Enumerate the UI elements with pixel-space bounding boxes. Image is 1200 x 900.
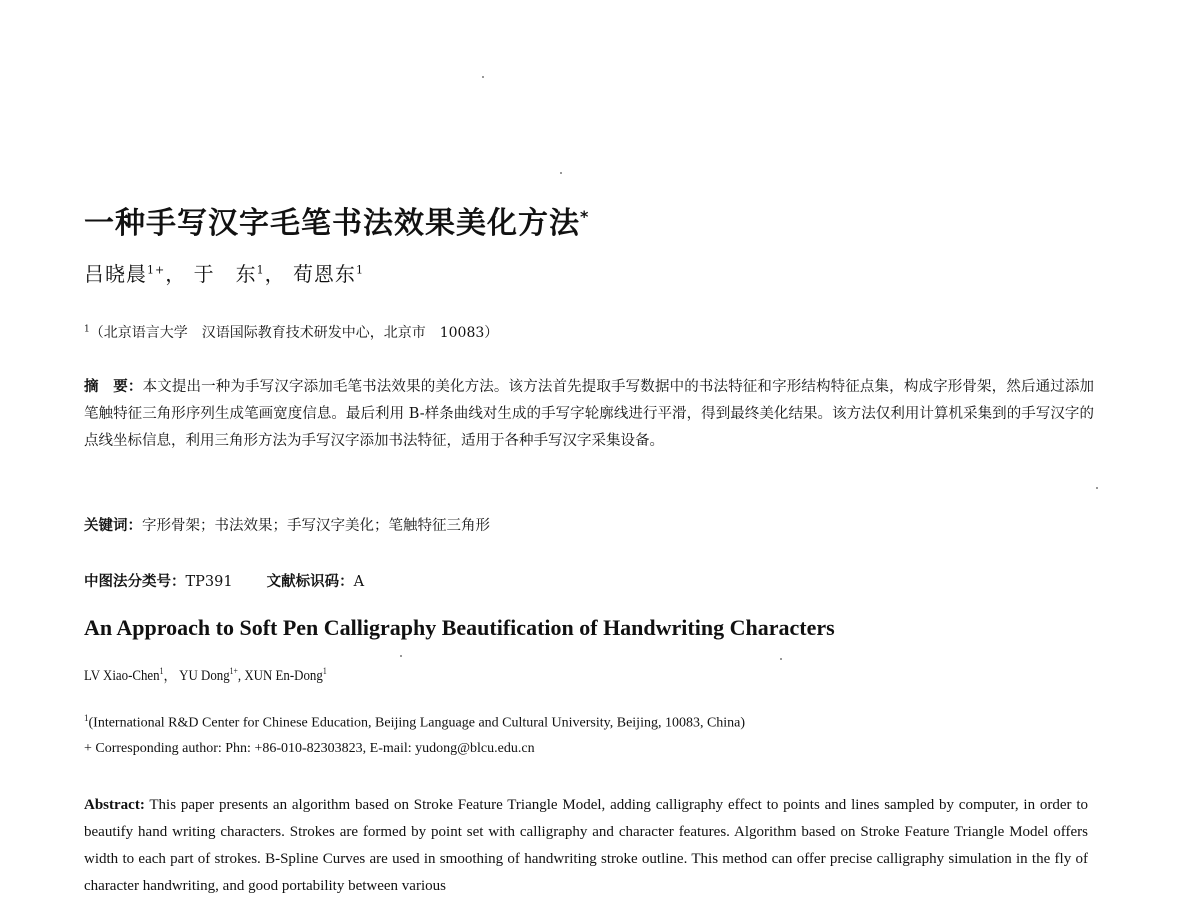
cn-affiliation-sup: 1 <box>84 324 90 335</box>
cn-author-sep: ， <box>165 262 187 286</box>
cn-abstract <box>84 374 1094 455</box>
cn-author-list <box>84 258 364 287</box>
cn-author-name: 于 东 <box>193 262 257 286</box>
cn-affiliation <box>84 322 498 342</box>
en-paper-title: An Approach to Soft Pen Calligraphy Beautification of Handwriting Characters <box>84 615 835 640</box>
cn-title-footnote-mark: * <box>580 207 590 226</box>
cn-doc-code-label: 文献标识码： <box>266 574 354 590</box>
cn-doc-code-value: A <box>353 574 365 590</box>
cn-author-sup: 1+ <box>147 263 166 277</box>
cn-class-label: 中图法分类号： <box>84 574 186 590</box>
scan-speck <box>482 76 484 78</box>
en-author-name: YU Dong <box>179 668 230 684</box>
cn-classification <box>84 570 364 591</box>
en-author-name: XUN En-Dong <box>244 668 323 684</box>
cn-abstract-label: 摘 要： <box>84 379 143 395</box>
scan-speck <box>560 172 562 174</box>
cn-author-sup: 1 <box>256 263 265 277</box>
en-abstract-text: This paper presents an algorithm based on Stroke Feature Triangle Model, adding calligraphy effect to points and lines sampled by computer, in order to beautify hand writing characters. Strokes are formed by point set with calligraphy and character features. Algorithm based on Stroke Feature Triangle Model offers width to each part of strokes. B-Spline Curves are used in smoothing of handwriting stroke outline. This method can offer precise calligraphy simulation in the fly of character handwriting, and good portability between various <box>84 797 1089 894</box>
en-author-sep: ， <box>163 668 177 684</box>
corresponding-author: + Corresponding author: Phn: +86-010-82303823, E-mail: yudong@blcu.edu.cn <box>84 741 535 756</box>
cn-keywords-label: 关键词： <box>84 518 142 534</box>
cn-keywords <box>84 514 490 535</box>
cn-class-value: TP391 <box>185 574 233 590</box>
scan-speck <box>1096 487 1098 489</box>
cn-keywords-text: 字形骨架；书法效果；手写汉字美化；笔触特征三角形 <box>142 518 490 534</box>
cn-author-name: 吕晓晨 <box>84 262 147 286</box>
en-affiliation <box>84 713 745 732</box>
scan-speck <box>400 655 402 657</box>
en-abstract <box>84 792 1088 900</box>
en-author-name: LV Xiao-Chen <box>84 668 160 684</box>
cn-affiliation-text: （北京语言大学 汉语国际教育技术研发中心，北京市 10083） <box>89 325 499 341</box>
en-abstract-label: Abstract: <box>84 797 145 813</box>
cn-author-sup: 1 <box>355 263 364 277</box>
cn-author-name: 荀恩东 <box>292 262 356 286</box>
en-author-sup: 1+ <box>229 666 238 676</box>
en-author-sep: , <box>237 668 245 684</box>
en-affiliation-sup: 1 <box>84 713 89 723</box>
en-author-sup: 1 <box>159 666 164 676</box>
cn-author-sep: ， <box>264 262 286 286</box>
scan-speck <box>780 658 782 660</box>
en-author-sup: 1 <box>322 666 327 676</box>
en-affiliation-text: (International R&D Center for Chinese Education, Beijing Language and Cultural University, Beijing, 10083, China) <box>88 715 746 731</box>
cn-paper-title <box>84 198 589 242</box>
en-author-list <box>84 664 327 685</box>
cn-abstract-text: 本文提出一种为手写汉字添加毛笔书法效果的美化方法。该方法首先提取手写数据中的书法特征和字形结构特征点集，构成字形骨架，然后通过添加笔触特征三角形序列生成笔画宽度信息。最后利用 B-样条曲线对生成的手写字轮廓线进行平滑，得到最终美化结果。该方法仅利用计算机采集到的手写汉字的点线坐标信息，利用三角形方法为手写汉字添加书法特征，适用于各种手写汉字采集设备。 <box>84 379 1094 449</box>
cn-title-text: 一种手写汉字毛笔书法效果美化方法 <box>84 206 580 241</box>
